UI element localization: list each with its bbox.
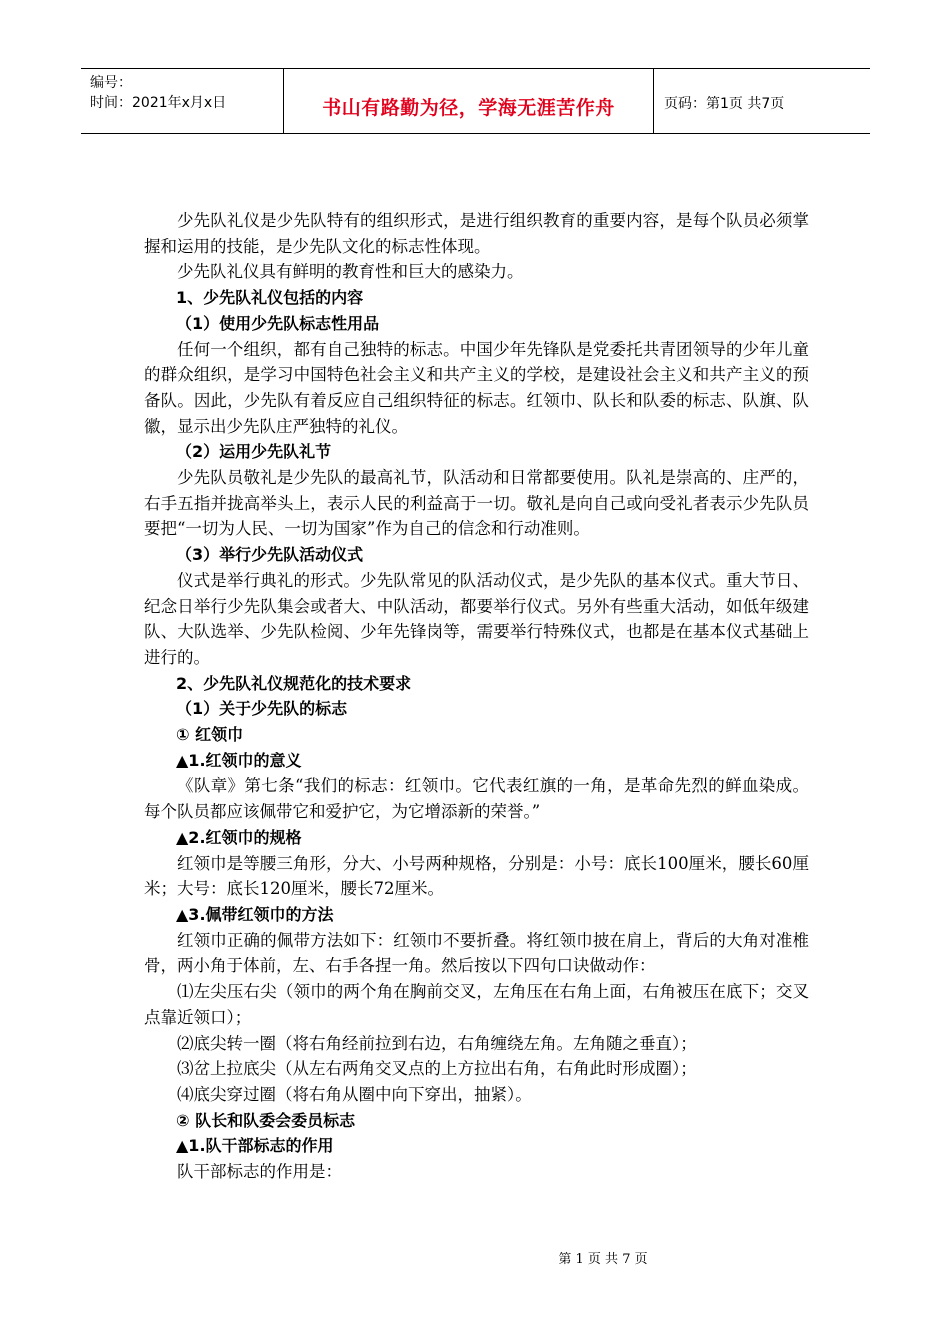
date-label: 时间：2021年x月x日 xyxy=(90,95,227,111)
section-heading: （2）运用少先队礼节 xyxy=(176,442,332,462)
header-meta xyxy=(81,69,284,133)
section-heading: ▲1.队干部标志的作用 xyxy=(176,1136,334,1156)
page-footer xyxy=(0,1248,950,1267)
section-heading: （3）举行少先队活动仪式 xyxy=(176,545,364,565)
section-heading: ② 队长和队委会委员标志 xyxy=(176,1110,356,1130)
body-paragraph: 仪式是举行典礼的形式。少先队常见的队活动仪式，是少先队的基本仪式。重大节日、纪念日举行少先队集会或者大、中队活动，都要举行仪式。另外有些重大活动，如低年级建队、大队选举、少先队检阅、少年先锋岗等，需要举行特殊仪式，也都是在基本仪式基础上进行的。 xyxy=(144,570,809,667)
footer-page-number: 第 1 页 共 7 页 xyxy=(558,1252,648,1267)
header-motto-cell xyxy=(284,69,654,133)
serial-number-label: 编号： xyxy=(90,75,132,91)
header-page-code: 页码：第1页 共7页 xyxy=(664,96,785,112)
body-paragraph: 队干部标志的作用是： xyxy=(177,1162,342,1182)
body-paragraph: 少先队员敬礼是少先队的最高礼节，队活动和日常都要使用。队礼是崇高的、庄严的，右手五指并拢高举头上，表示人民的利益高于一切。敬礼是向自己或向受礼者表示少先队员要把“一切为人民、一切为国家”作为自己的信念和行动准则。 xyxy=(144,468,809,539)
section-heading: ① 红领巾 xyxy=(176,725,244,745)
body-paragraph: ⑴左尖压右尖（领巾的两个角在胸前交叉，左角压在右角上面，右角被压在底下；交叉点靠近领口）； xyxy=(144,982,809,1027)
section-heading: ▲1.红领巾的意义 xyxy=(176,750,302,770)
section-heading: ▲2.红领巾的规格 xyxy=(176,827,302,847)
body-paragraph: ⑵底尖转一圈（将右角经前拉到右边，右角缠绕左角。左角随之垂直）； xyxy=(177,1033,697,1053)
body-paragraph: 少先队礼仪是少先队特有的组织形式，是进行组织教育的重要内容，是每个队员必须掌握和运用的技能，是少先队文化的标志性体现。 xyxy=(144,211,809,256)
body-paragraph: 任何一个组织，都有自己独特的标志。中国少年先锋队是党委托共青团领导的少年儿童的群众组织，是学习中国特色社会主义和共产主义的学校，是建设社会主义和共产主义的预备队。因此，少先队有着反应自己组织特征的标志。红领巾、队长和队委的标志、队旗、队徽，显示出少先队庄严独特的礼仪。 xyxy=(144,339,809,436)
section-heading: （1）关于少先队的标志 xyxy=(176,699,348,719)
section-heading: （1）使用少先队标志性用品 xyxy=(176,313,380,333)
section-heading: ▲3.佩带红领巾的方法 xyxy=(176,904,334,924)
document-header xyxy=(81,68,870,134)
header-motto: 书山有路勤为径，学海无涯苦作舟 xyxy=(322,96,615,119)
body-paragraph: 红领巾是等腰三角形，分大、小号两种规格，分别是：小号：底长100厘米，腰长60厘米；大号：底长120厘米，腰长72厘米。 xyxy=(144,853,809,899)
document-body xyxy=(144,208,809,1185)
body-paragraph: ⑷底尖穿过圈（将右角从圈中向下穿出，抽紧）。 xyxy=(177,1084,532,1104)
body-paragraph: 《队章》第七条“我们的标志：红领巾。它代表红旗的一角，是革命先烈的鲜血染成。每个队员都应该佩带它和爱护它，为它增添新的荣誉。” xyxy=(144,776,809,822)
body-paragraph: 红领巾正确的佩带方法如下：红领巾不要折叠。将红领巾披在肩上，背后的大角对准椎骨，两小角于体前，左、右手各捏一角。然后按以下四句口诀做动作： xyxy=(144,930,809,976)
body-paragraph: ⑶岔上拉底尖（从左右两角交叉点的上方拉出右角，右角此时形成圈）； xyxy=(177,1059,697,1079)
section-heading: 2、少先队礼仪规范化的技术要求 xyxy=(176,673,412,693)
body-paragraph: 少先队礼仪具有鲜明的教育性和巨大的感染力。 xyxy=(177,262,524,282)
section-heading: 1、少先队礼仪包括的内容 xyxy=(176,288,364,308)
